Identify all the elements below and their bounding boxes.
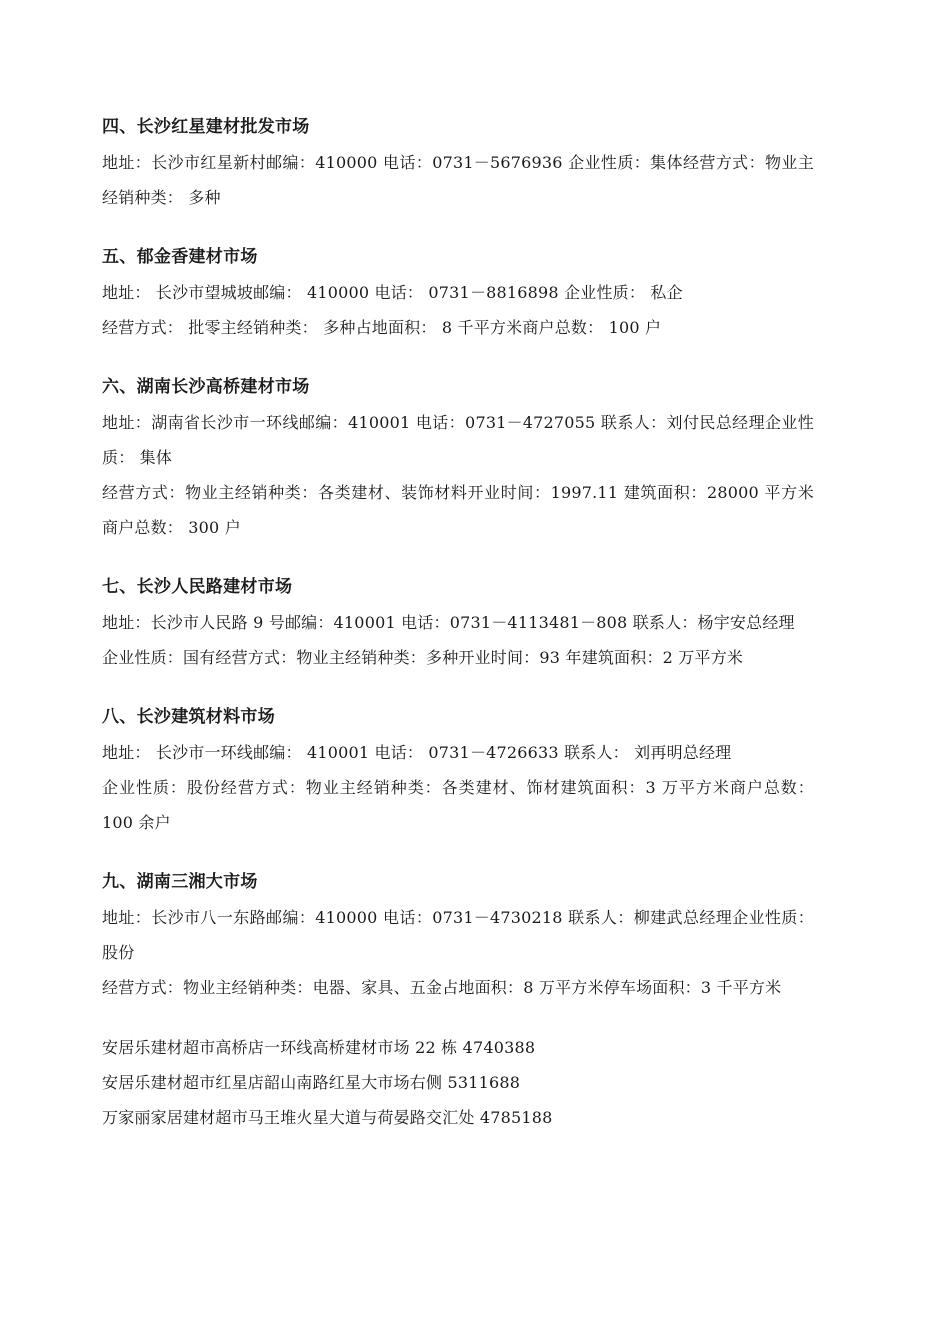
- supermarket-line: 安居乐建材超市红星店韶山南路红星大市场右侧 5311688: [102, 1073, 521, 1092]
- market-section-gaoqiao: [102, 370, 814, 545]
- market-section-renminlu: [102, 570, 814, 675]
- section-paragraph: 地址：长沙市人民路 9 号邮编：410001 电话：0731－4113481－808 联系人：杨宇安总经理: [102, 613, 795, 632]
- section-heading: 七、长沙人民路建材市场: [102, 577, 293, 597]
- section-heading: 五、郁金香建材市场: [102, 247, 258, 267]
- section-heading: 八、长沙建筑材料市场: [102, 707, 275, 727]
- section-paragraph: 经营方式：物业主经销种类：各类建材、装饰材料开业时间：1997.11 建筑面积：28000 平方米商户总数： 300 户: [102, 483, 814, 537]
- section-paragraph: 地址：湖南省长沙市一环线邮编：410001 电话：0731－4727055 联系人：刘付民总经理企业性质： 集体: [102, 413, 814, 467]
- supermarket-line: 安居乐建材超市高桥店一环线高桥建材市场 22 栋 4740388: [102, 1038, 536, 1057]
- section-paragraph: 经营方式：物业主经销种类：电器、家具、五金占地面积：8 万平方米停车场面积：3 千平方米: [102, 978, 782, 997]
- section-heading: 九、湖南三湘大市场: [102, 872, 258, 892]
- supermarket-line: 万家丽家居建材超市马王堆火星大道与荷晏路交汇处 4785188: [102, 1108, 553, 1127]
- section-paragraph: 地址： 长沙市一环线邮编： 410001 电话： 0731－4726633 联系人： 刘再明总经理: [102, 743, 732, 762]
- section-paragraph: 地址：长沙市红星新村邮编：410000 电话：0731－5676936 企业性质：集体经营方式：物业主经销种类： 多种: [102, 153, 814, 207]
- market-section-yujinxiang: [102, 240, 814, 345]
- section-paragraph: 企业性质：股份经营方式：物业主经销种类：各类建材、饰材建筑面积：3 万平方米商户总数： 100 余户: [102, 778, 814, 832]
- supermarket-list: [102, 1030, 814, 1135]
- section-heading: 六、湖南长沙高桥建材市场: [102, 377, 310, 397]
- market-section-jianzhucailiao: [102, 700, 814, 840]
- section-paragraph: 企业性质：国有经营方式：物业主经销种类：多种开业时间：93 年建筑面积：2 万平方米: [102, 648, 744, 667]
- section-paragraph: 地址： 长沙市望城坡邮编： 410000 电话： 0731－8816898 企业性质： 私企: [102, 283, 683, 302]
- section-paragraph: 地址：长沙市八一东路邮编：410000 电话：0731－4730218 联系人：柳建武总经理企业性质： 股份: [102, 908, 814, 962]
- market-section-hongxing: [102, 110, 814, 215]
- section-paragraph: 经营方式： 批零主经销种类： 多种占地面积： 8 千平方米商户总数： 100 户: [102, 318, 662, 337]
- market-section-sanxiang: [102, 865, 814, 1005]
- document-page: [102, 110, 814, 1135]
- section-heading: 四、长沙红星建材批发市场: [102, 117, 310, 137]
